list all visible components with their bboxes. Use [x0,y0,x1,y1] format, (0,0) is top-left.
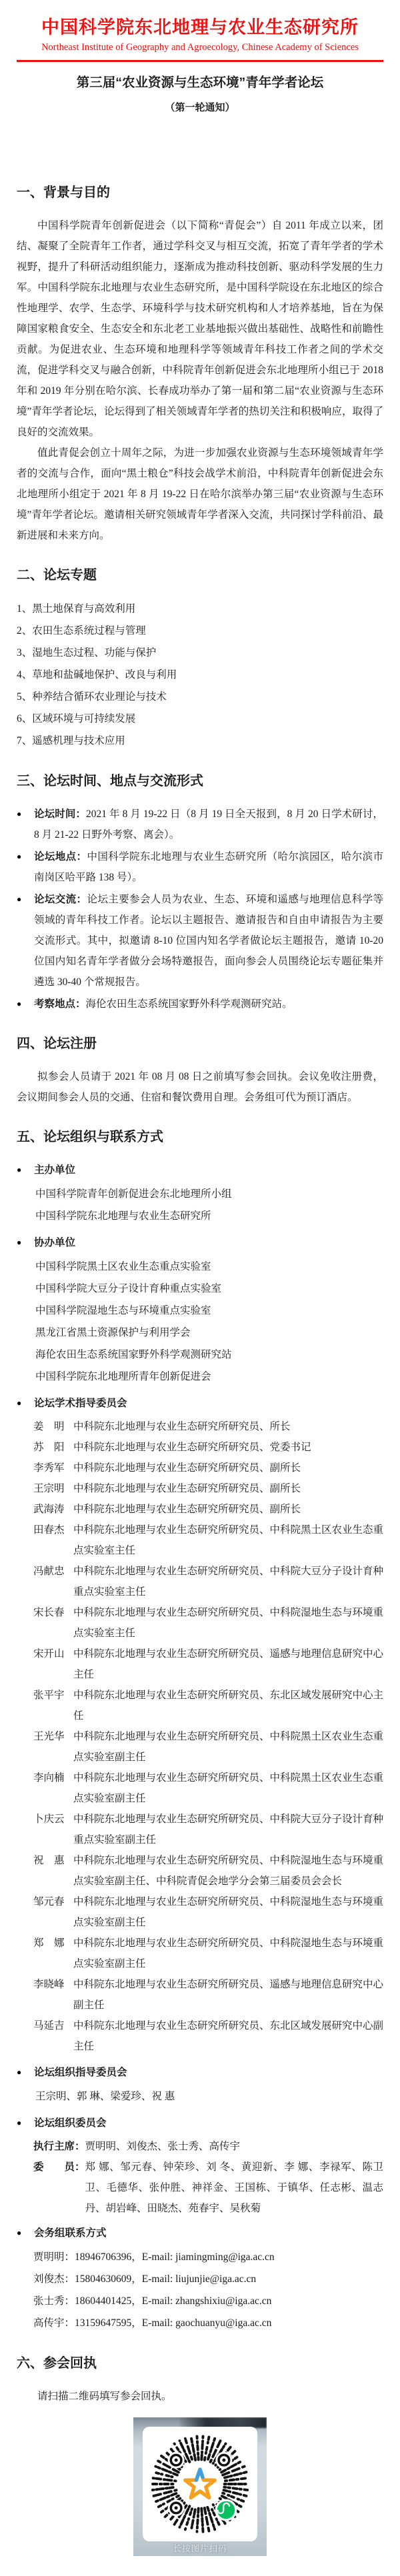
member-name: 马延吉 [33,2020,65,2031]
organizing-guide-label: 论坛组织指导委员会 [34,2067,127,2078]
bullet-icon: ● [17,809,22,818]
member-name: 冯献忠 [33,1566,65,1577]
forum-exchange-label: 论坛交流： [34,894,87,905]
committee-members-names: 郑 娜、邹元春、钟荣珍、刘 冬、黄迎新、李 娜、李禄军、陈卫卫、毛德华、张仲胜、神祥金、王国栋、于镇华、任志彬、温志丹、胡岩峰、田晓杰、苑春宇、吴秋菊 [85,2161,383,2214]
field-trip-item [17,994,383,1014]
topic-item: 3、湿地生态过程、功能与保护 [17,647,157,658]
committee-member-row [33,1850,383,1892]
cohost-org: 海伦农田生态系统国家野外科学观测研究站 [35,1349,232,1360]
contacts-group [17,2223,383,2334]
cohosts-label: 协办单位 [34,1237,76,1248]
committee-member-row [33,1458,383,1478]
field-trip-label: 考察地点： [34,998,86,1010]
cohost-org: 黑龙江省黑土资源保护与利用学会 [35,1327,191,1338]
forum-exchange-text: 论坛主要参会人员为农业、生态、环境和遥感与地理信息科学等领域的青年科技工作者。论坛以主题报告、邀请报告和自由申请报告为主要交流形式。其中，拟邀请 8-10 位国内知名学者做论坛主题报告，邀请 10-20 位国内知名青年学者做分会场特邀报告，面向参会人员围绕论坛专题征集并遴选 30-40 个常规报告。 [34,894,383,988]
letterhead-divider [17,60,383,62]
topic-item: 2、农田生态系统过程与管理 [17,625,146,637]
member-role: 中科院东北地理与农业生态研究所研究员、中科院湿地生态与环境重点实验室主任 [73,1607,384,1639]
topic-item: 1、黑土地保育与高效利用 [17,603,136,615]
member-name: 田春杰 [33,1524,65,1536]
background-paragraph-2: 值此青促会创立十周年之际，为进一步加强农业资源与生态环境领域青年学者的交流与合作，面向“黑土粮仓”科技会战学术前沿，中科院青年创新促进会东北地理所小组定于 2021 年 8 月 19-22 日在哈尔滨举办第三届“农业资源与生态环境”青年学者论坛。邀请相关研究领域青年学者深入交流，共同探讨学科前沿、最新进展和未来方向。 [17,447,383,541]
forum-title: 第三届“农业资源与生态环境”青年学者论坛 [76,75,324,90]
letterhead [17,16,383,114]
member-role: 中科院东北地理与农业生态研究所研究员、中科院湿地生态与环境重点实验室副主任、中科院青促会地学分会第三届委员会会长 [73,1855,384,1887]
forum-time-label: 论坛时间： [34,808,87,820]
member-role: 中科院东北地理与农业生态研究所研究员、副所长 [73,1462,301,1474]
contact-line: 贾明明：18946706396，E-mail: jiamingming@iga.ac.cn [33,2251,275,2263]
member-role: 中科院东北地理与农业生态研究所研究员、党委书记 [73,1442,311,1453]
academic-committee-group [17,1393,383,2057]
contact-line: 高传宇：13159647595，E-mail: gaochuanyu@iga.ac.cn [33,2317,272,2329]
section-2-heading: 二、论坛专题 [17,568,97,583]
topic-item: 4、草地和盐碱地保护、改良与利用 [17,669,177,680]
topic-item: 5、种养结合循环农业理论与技术 [17,691,167,702]
bullet-icon: ● [17,999,22,1008]
section-registration [17,1034,383,1108]
member-name: 张平宇 [33,1690,65,1701]
committee-member-row [33,1974,383,2015]
organizing-guide-names: 王宗明、郭 琳、梁爱珍、祝 惠 [35,2091,175,2102]
committee-member-row [33,1892,383,1933]
member-role: 中科院东北地理与农业生态研究所研究员、所长 [73,1421,291,1432]
bullet-icon: ● [17,1238,22,1247]
forum-exchange-item [17,889,383,992]
member-name: 宋开山 [33,1648,65,1660]
academic-committee-list [33,1416,383,2057]
hosts-group [17,1160,383,1227]
member-role: 中科院东北地理与农业生态研究所研究员、中科院湿地生态与环境重点实验室副主任 [73,1896,384,1928]
host-org: 中国科学院东北地理与农业生态研究所 [35,1210,211,1222]
member-role: 中科院东北地理与农业生态研究所研究员、中科院湿地生态与环境重点实验室副主任 [73,1937,384,1969]
forum-place-text: 中国科学院东北地理与农业生态研究所（哈尔滨园区，哈尔滨市南岗区哈平路 138 号）。 [34,851,383,883]
contacts-label: 会务组联系方式 [34,2227,107,2239]
member-role: 中科院东北地理与农业生态研究所研究员、中科院大豆分子设计育种重点实验室主任 [73,1566,384,1598]
member-name: 卜庆云 [33,1814,65,1825]
bullet-icon: ● [17,1165,22,1174]
cohost-org: 中国科学院黑土区农业生态重点实验室 [35,1261,211,1272]
member-name: 祝 惠 [33,1855,65,1866]
qr-bullseye-icon [168,2452,185,2469]
bullet-icon: ● [17,2118,22,2127]
member-name: 王光华 [33,1731,65,1742]
member-role: 中科院东北地理与农业生态研究所研究员、中科院大豆分子设计育种重点实验室副主任 [73,1814,384,1846]
bullet-icon: ● [17,1398,22,1408]
qr-code-image[interactable] [133,2417,267,2556]
committee-member-row [33,1685,383,1726]
organizing-committee-label: 论坛组织委员会 [34,2117,107,2129]
contact-line: 刘俊杰：15804630609，E-mail: liujunjie@iga.ac.cn [33,2273,257,2285]
section-reply [17,2354,383,2556]
wechat-miniprogram-icon [215,2499,237,2521]
member-name: 李秀军 [33,1462,65,1474]
topic-item: 7、遥感机理与技术应用 [17,735,125,746]
section-6-heading: 六、参会回执 [17,2356,97,2371]
background-paragraph-1: 中国科学院青年创新促进会（以下简称“青促会”）自 2011 年成立以来，团结、凝聚了全院青年工作者，通过学科交叉与相互交流，拓宽了青年学者的学术视野，提升了科研活动组织能力，逐渐成为推动科技创新、驱动科学发展的生力军。中国科学院东北地理与农业生态研究所，是中国科学院设在东北地区的综合性地理学、农学、生态学、环境科学与技术研究机构和人才培养基地，旨在为保障国家粮食安全、生态安全和东北老工业基地振兴做出基础性、战略性和前瞻性贡献。为促进农业、生态环境和地理科学等领域青年科技工作者之间的学术交流，促进学科交叉与融合创新，中科院青年创新促进会东北地理所小组已于 2018 年和 2019 年分别在哈尔滨、长春成功举办了第一届和第二届“农业资源与生态环境”青年学者论坛，论坛得到了相关领域青年学者的热切关注和积极响应，取得了良好的交流效果。 [17,220,383,438]
member-role: 中科院东北地理与农业生态研究所研究员、副所长 [73,1483,301,1494]
institute-name-en: Northeast Institute of Geography and Agroecology, Chinese Academy of Sciences [41,42,359,53]
bullet-icon: ● [17,2067,22,2077]
committee-member-row [33,1726,383,1768]
organizing-committee-group [17,2113,383,2219]
section-4-heading: 四、论坛注册 [17,1036,97,1051]
member-name: 邹元春 [33,1896,65,1908]
committee-members-row [33,2157,383,2219]
miniprogram-qr-icon [148,2432,252,2536]
forum-place-label: 论坛地点： [34,851,87,862]
qr-bullseye-icon [168,2499,185,2516]
cohost-org: 中国科学院湿地生态与环境重点实验室 [35,1305,211,1316]
committee-member-row [33,1768,383,1809]
committee-member-row [33,1561,383,1602]
section-1-heading: 一、背景与目的 [17,185,110,200]
committee-member-row [33,1809,383,1850]
bullet-icon: ● [17,894,22,904]
committee-member-row [33,1499,383,1520]
member-role: 中科院东北地理与农业生态研究所研究员、东北区域发展研究中心主任 [73,1690,384,1722]
bullet-icon: ● [17,2228,22,2237]
committee-member-row [33,1520,383,1561]
committee-member-row [33,1933,383,1974]
reply-paragraph: 请扫描二维码填写参会回执。 [37,2391,172,2402]
committee-member-row [33,1644,383,1685]
exec-chairs-row [33,2136,383,2157]
institute-name-cn: 中国科学院东北地理与农业生态研究所 [41,17,359,37]
member-role: 中科院东北地理与农业生态研究所研究员、中科院黑土区农业生态重点实验室主任 [73,1524,384,1556]
qr-bullseye-icon [215,2452,232,2469]
forum-place-item [17,846,383,888]
committee-member-row [33,1437,383,1458]
member-role: 中科院东北地理与农业生态研究所研究员、中科院黑土区农业生态重点实验室副主任 [73,1772,384,1804]
registration-paragraph: 拟参会人员请于 2021 年 08 月 08 日之前填写参会回执。会议免收注册费，会议期间参会人员的交通、住宿和餐饮费用自理。会务组可代为预订酒店。 [17,1071,383,1103]
section-topics [17,566,383,752]
forum-time-item [17,804,383,845]
section-time-place [17,772,383,1014]
section-organization [17,1128,383,2334]
member-name: 李晓峰 [33,1979,65,1990]
section-background [17,183,383,546]
academic-committee-label: 论坛学术指导委员会 [34,1398,127,1409]
cohost-org: 中国科学院东北地理所青年创新促进会 [35,1371,211,1382]
committee-member-row [33,2015,383,2057]
contact-line: 张士秀：18604401425，E-mail: zhangshixiu@iga.ac.cn [33,2295,272,2307]
member-name: 姜 明 [33,1421,65,1432]
organizing-guide-committee-group [17,2062,383,2107]
cohost-org: 中国科学院大豆分子设计育种重点实验室 [35,1283,222,1294]
member-name: 武海涛 [33,1504,65,1515]
member-role: 中科院东北地理与农业生态研究所研究员、东北区域发展研究中心副主任 [73,2020,384,2052]
member-name: 宋长春 [33,1607,65,1618]
exec-chairs-names: 贾明明、刘俊杰、张士秀、高传宇 [85,2141,241,2152]
member-name: 苏 阳 [33,1442,65,1453]
member-role: 中科院东北地理与农业生态研究所研究员、遥感与地理信息研究中心副主任 [73,1979,384,2011]
section-3-heading: 三、论坛时间、地点与交流形式 [17,774,203,788]
qr-block [133,2417,267,2556]
notice-round-subtitle: （第一轮通知） [165,102,235,113]
topic-list [17,598,383,752]
section-5-heading: 五、论坛组织与联系方式 [17,1130,163,1144]
topic-item: 6、区域环境与可持续发展 [17,713,136,724]
qr-card [143,2427,257,2541]
host-org: 中国科学院青年创新促进会东北地理所小组 [35,1188,232,1200]
member-role: 中科院东北地理与农业生态研究所研究员、遥感与地理信息研究中心主任 [73,1648,384,1680]
member-name: 李向楠 [33,1772,65,1784]
hosts-label: 主办单位 [34,1164,76,1176]
member-name: 郑 娜 [33,1937,65,1949]
qr-caption: 长按图片扫码 [173,2544,227,2553]
cohosts-group [17,1232,383,1388]
exec-chairs-label: 执行主席： [33,2141,85,2152]
bullet-icon: ● [17,852,22,861]
member-role: 中科院东北地理与农业生态研究所研究员、副所长 [73,1504,301,1515]
committee-member-row [33,1602,383,1644]
forum-time-text: 2021 年 8 月 19-22 日（8 月 19 日全天报到，8 月 20 日学术研讨，8 月 21-22 日野外考察、离会）。 [34,808,383,840]
member-role: 中科院东北地理与农业生态研究所研究员、中科院黑土区农业生态重点实验室副主任 [73,1731,384,1763]
member-name: 王宗明 [33,1483,65,1494]
committee-member-row [33,1478,383,1499]
committee-members-label: 委 员： [33,2161,85,2173]
field-trip-text: 海伦农田生态系统国家野外科学观测研究站。 [85,998,293,1010]
committee-member-row [33,1416,383,1437]
